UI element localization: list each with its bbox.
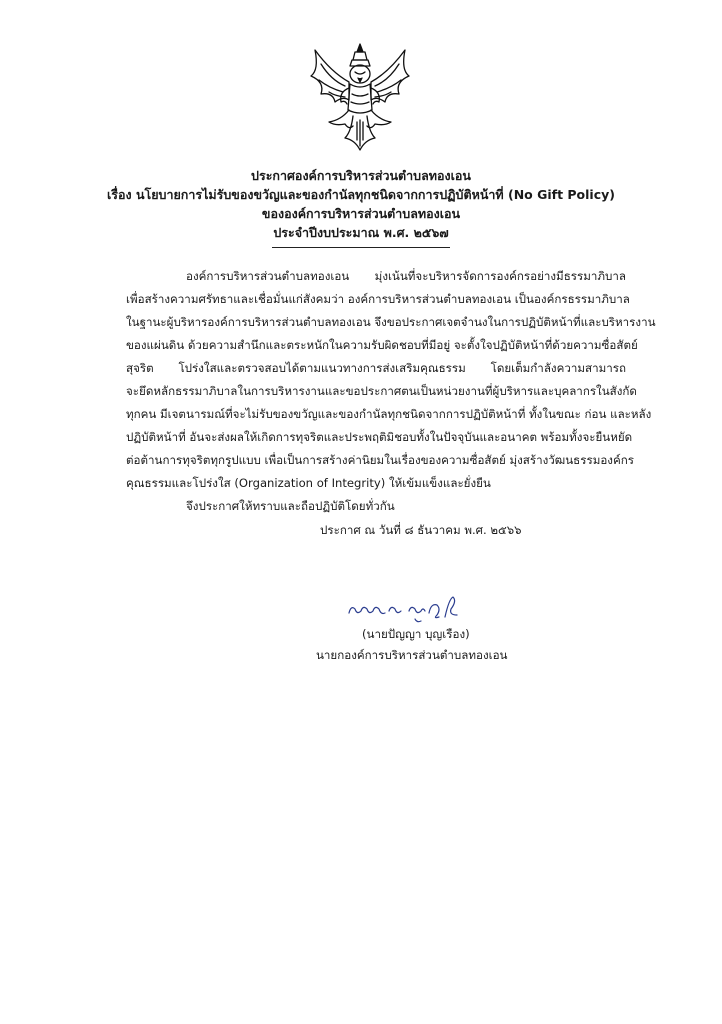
announcement-date: ประกาศ ณ วันที่ ๘ ธันวาคม พ.ศ. ๒๕๖๖ xyxy=(320,523,522,537)
announcement-subject: เรื่อง นโยบายการไม่รับของขวัญและของกำนัลทุกชนิดจากการปฏิบัติหน้าที่ (No Gift Policy) xyxy=(107,187,615,202)
garuda-emblem-icon xyxy=(305,42,415,154)
body-line: ปฏิบัติหน้าที่ อันจะส่งผลให้เกิดการทุจริตและประพฤติมิชอบทั้งในปัจจุบันและอนาคต พร้อมทั้งจะยืนหยัด xyxy=(126,430,633,444)
body-line: จะยึดหลักธรรมาภิบาลในการบริหารงานและขอประกาศตนเป็นหน่วยงานที่ผู้บริหารและบุคลากรในสังกัด xyxy=(126,384,637,398)
body-line: ในฐานะผู้บริหารองค์การบริหารส่วนตำบลทองเอน จึงขอประกาศเจตจำนงในการปฏิบัติหน้าที่และบริหารงาน xyxy=(126,315,656,329)
handwritten-signature xyxy=(345,593,465,625)
body-line: เพื่อสร้างความศรัทธาและเชื่อมั่นแก่สังคมว่า องค์การบริหารส่วนตำบลทองเอน เป็นองค์กรธรรมาภิบาล xyxy=(126,292,630,306)
body-line: ทุกคน มีเจตนารมณ์ที่จะไม่รับของขวัญและของกำนัลทุกชนิดจากการปฏิบัติหน้าที่ ทั้งในขณะ ก่อน และหลัง xyxy=(126,407,652,421)
body-line: องค์การบริหารส่วนตำบลทองเอน มุ่งเน้นที่จะบริหารจัดการองค์กรอย่างมีธรรมาภิบาล xyxy=(186,269,626,283)
announcement-title: ประกาศองค์การบริหารส่วนตำบลทองเอน xyxy=(251,168,471,183)
closing-statement: จึงประกาศให้ทราบและถือปฏิบัติโดยทั่วกัน xyxy=(186,499,395,513)
announcement-organization: ขององค์การบริหารส่วนตำบลทองเอน xyxy=(261,206,461,221)
body-line: คุณธรรมและโปร่งใส (Organization of Integrity) ให้เข้มแข็งและยั่งยืน xyxy=(126,476,491,490)
signer-name: (นายปัญญา บุญเรือง) xyxy=(362,627,470,641)
body-line: ของแผ่นดิน ด้วยความสำนึกและตระหนักในความรับผิดชอบที่มีอยู่ จะตั้งใจปฏิบัติหน้าที่ด้วยความซื่อสัตย์ xyxy=(126,338,638,352)
body-line: สุจริต โปร่งใสและตรวจสอบได้ตามแนวทางการส่งเสริมคุณธรรม โดยเต็มกำลังความสามารถ xyxy=(126,361,626,375)
fiscal-year: ประจำปีงบประมาณ พ.ศ. ๒๕๖๗ xyxy=(273,225,449,240)
signer-position: นายกองค์การบริหารส่วนตำบลทองเอน xyxy=(316,648,508,662)
body-line: ต่อต้านการทุจริตทุกรูปแบบ เพื่อเป็นการสร้างค่านิยมในเรื่องของความซื่อสัตย์ มุ่งสร้างวัฒนธรรมองค์กร xyxy=(126,453,634,467)
title-divider xyxy=(272,247,450,248)
